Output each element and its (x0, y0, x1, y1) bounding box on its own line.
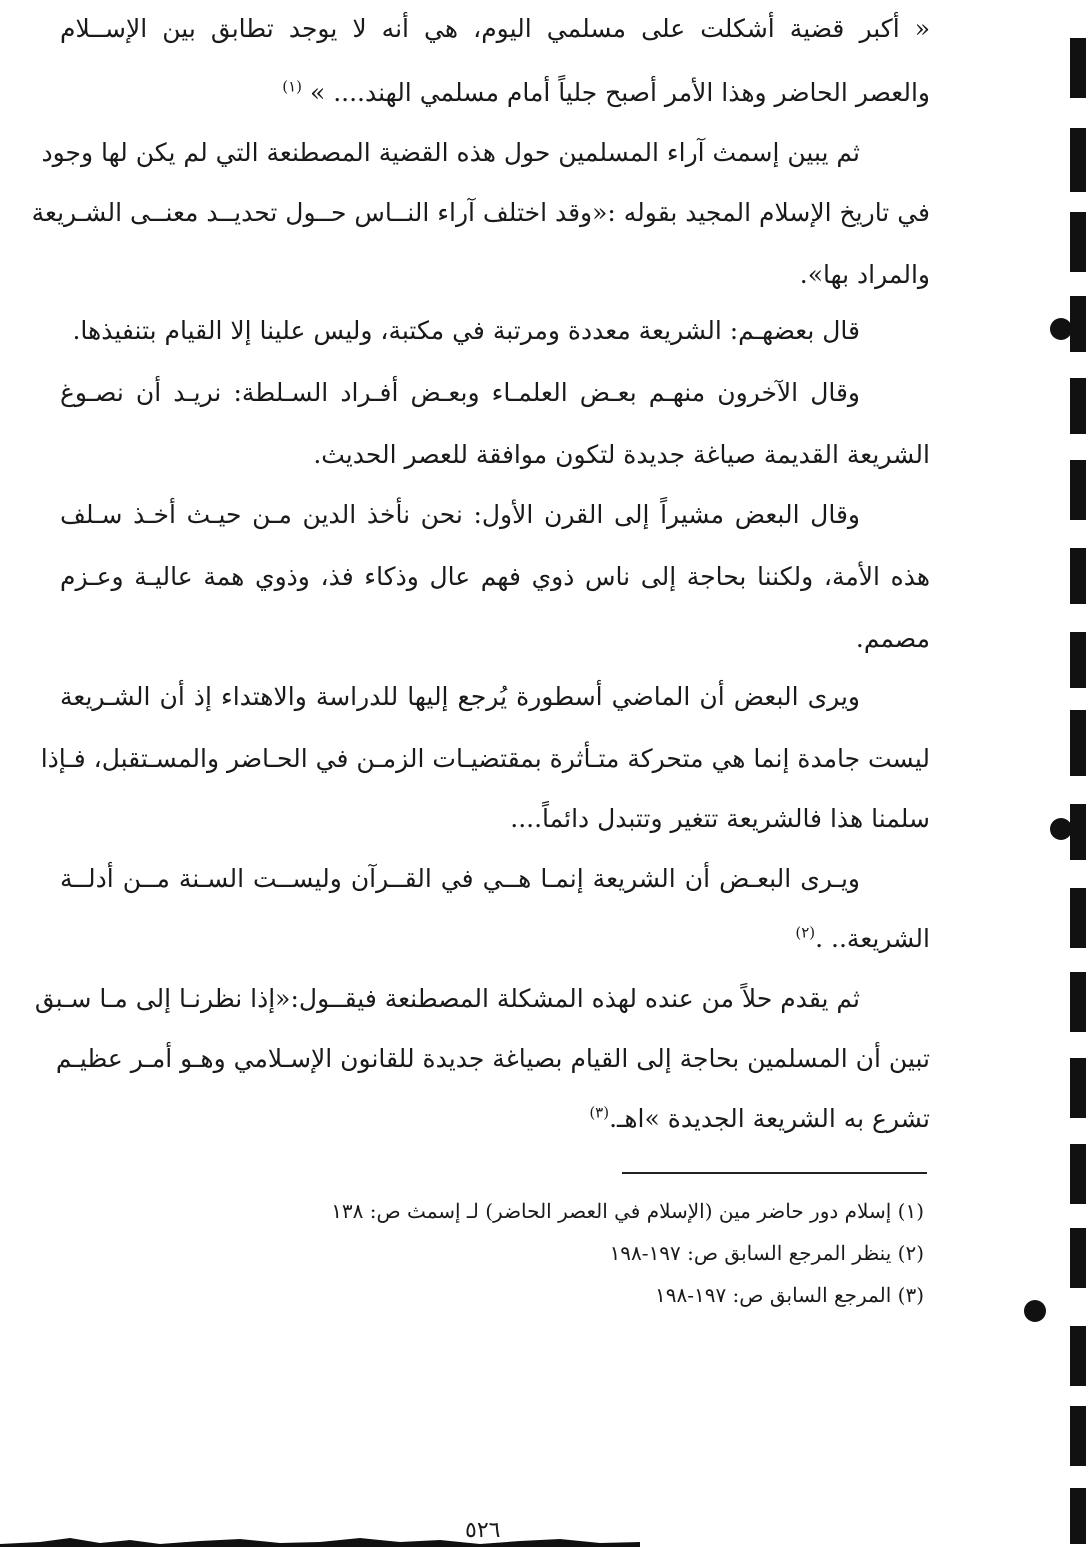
scan-edge-mark (1070, 1058, 1086, 1118)
text-line: تبين أن المسلمين بحاجة إلى القيام بصياغة جديدة للقانون الإسـلامي وهـو أمـر عظيـم (55, 1044, 930, 1073)
text-line-content: الشريعة.. . (815, 924, 930, 953)
page-number: ٥٢٦ (465, 1518, 501, 1543)
text-line-content: والعصر الحاضر وهذا الأمر أصبح جلياً أمام مسلمي الهند.... » (309, 78, 930, 107)
punch-hole (1050, 318, 1072, 340)
text-line (60, 924, 930, 954)
text-line: والمراد بها». (799, 260, 930, 289)
text-line: وقال الآخرون منهـم بعـض العلمـاء وبعـض أفـراد السـلطة: نريـد أن نصـوغ (60, 378, 860, 407)
punch-hole (1050, 818, 1072, 840)
text-line (60, 1104, 930, 1134)
footnote-ref: (٢) (795, 923, 816, 942)
scan-edge-mark (1070, 378, 1086, 434)
scan-edge-mark (1070, 804, 1086, 860)
text-line: قال بعضهـم: الشريعة معددة ومرتبة في مكتبة، وليس علينا إلا القيام بتنفيذها. (72, 316, 860, 345)
scan-edge-mark (1070, 1144, 1086, 1204)
text-line: « أكبر قضية أشكلت على مسلمي اليوم، هي أنه لا يوجد تطابق بين الإســلام (60, 14, 930, 43)
scan-edge-mark (1070, 710, 1086, 776)
text-line: ويرى البعض أن الماضي أسطورة يُرجع إليها للدراسة والاهتداء إذ أن الشـريعة (60, 682, 860, 711)
scan-edge-artifact (0, 1530, 640, 1547)
scan-edge-mark (1070, 296, 1086, 352)
text-line: في تاريخ الإسلام المجيد بقوله :«وقد اختلف آراء النــاس حــول تحديــد معنــى الشـريعة (31, 198, 930, 227)
text-line: الشريعة القديمة صياغة جديدة لتكون موافقة للعصر الحديث. (313, 440, 930, 469)
scan-edge-mark (1070, 38, 1086, 98)
scan-edge-mark (1070, 632, 1086, 688)
scan-edge-mark (1070, 1228, 1086, 1288)
text-line: مصمم. (855, 624, 930, 653)
scan-edge-mark (1070, 972, 1086, 1032)
text-line: هذه الأمة، ولكننا بحاجة إلى ناس ذوي فهم عال وذكاء فذ، وذوي همة عاليـة وعـزم (60, 562, 930, 591)
text-line-content: تشرع به الشريعة الجديدة »اهـ. (609, 1104, 930, 1133)
footnote-divider (622, 1172, 927, 1174)
footnote: (٢) ينظر المرجع السابق ص: ١٩٧-١٩٨ (609, 1241, 924, 1265)
scan-edge-mark (1070, 460, 1086, 520)
scan-edge-mark (1070, 128, 1086, 192)
text-line (60, 78, 930, 108)
text-line: ليست جامدة إنما هي متحركة متـأثرة بمقتضيـات الزمـن في الحـاضر والمسـتقبل، فـإذا (40, 744, 930, 773)
text-line: ثم يقدم حلاً من عنده لهذه المشكلة المصطنعة فيقــول:«إذا نظرنـا إلى مـا سـبق (34, 984, 860, 1013)
footnote-ref: (٣) (589, 1103, 610, 1122)
scan-edge-mark (1070, 548, 1086, 604)
punch-hole (1024, 1300, 1046, 1322)
scan-edge-mark (1070, 1326, 1086, 1386)
text-line: سلمنا هذا فالشريعة تتغير وتتبدل دائماً.... (510, 804, 930, 833)
footnote: (١) إسلام دور حاضر مين (الإسلام في العصر الحاضر) لـ إسمث ص: ١٣٨ (331, 1199, 924, 1223)
scan-edge-mark (1070, 212, 1086, 272)
footnote: (٣) المرجع السابق ص: ١٩٧-١٩٨ (654, 1283, 924, 1307)
footnote-ref: (١) (282, 77, 303, 96)
scan-edge-mark (1070, 1406, 1086, 1466)
scan-edge-mark (1070, 888, 1086, 948)
scan-edge-mark (1070, 1488, 1086, 1544)
text-line: وقال البعض مشيراً إلى القرن الأول: نحن نأخذ الدين مـن حيـث أخـذ سـلف (60, 500, 860, 529)
text-line: ويـرى البعـض أن الشريعة إنمـا هــي في القــرآن وليســت السـنة مــن أدلــة (60, 864, 860, 893)
text-line: ثم يبين إسمث آراء المسلمين حول هذه القضية المصطنعة التي لم يكن لها وجود (41, 138, 860, 167)
